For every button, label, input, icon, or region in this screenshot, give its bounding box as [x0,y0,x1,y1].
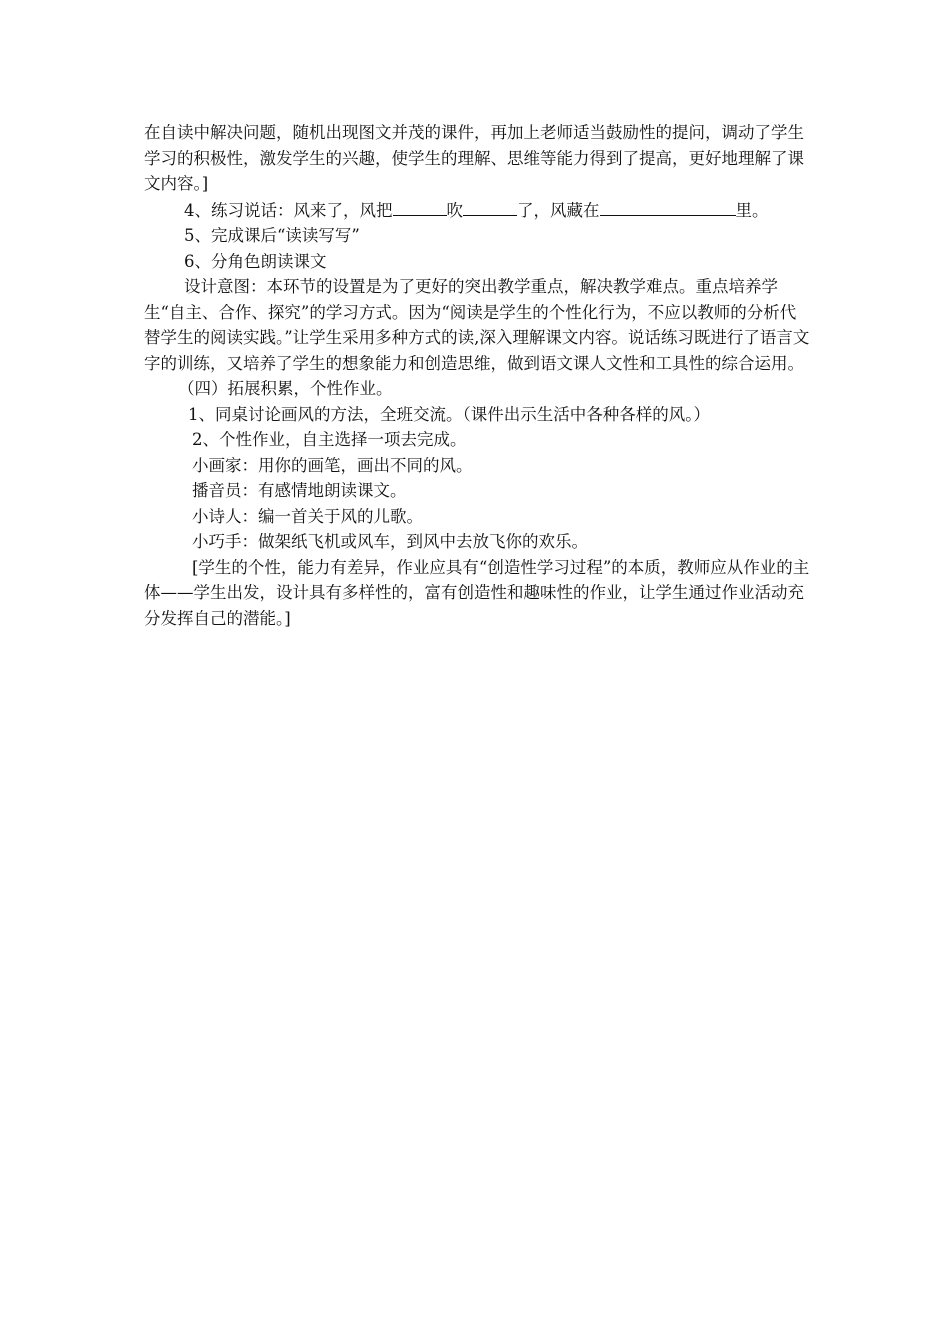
exercise-mid-2: 了，风藏在 [517,200,600,220]
paragraph-option-announcer: 播音员：有感情地朗读课文。 [192,481,407,500]
paragraph-task-2: 2、个性作业，自主选择一项去完成。 [192,430,467,449]
paragraph-step-6: 6、分角色朗读课文 [184,251,327,271]
fill-blank-2 [463,197,517,216]
document-body [144,120,812,631]
paragraph-option-crafter: 小巧手：做架纸飞机或风车，到风中去放飞你的欢乐。 [192,532,588,551]
fill-blank-3 [600,197,736,216]
paragraph-option-painter: 小画家：用你的画笔，画出不同的风。 [192,455,473,475]
paragraph-step-5: 5、完成课后“读读写写” [184,226,360,245]
paragraph-option-poet: 小诗人：编一首关于风的儿歌。 [192,506,423,526]
paragraph-reflection: 在自读中解决问题，随机出现图文并茂的课件，再加上老师适当鼓励性的提问，调动了学生学习的积极性，激发学生的兴趣，使学生的理解、思维等能力得到了提高，更好地理解了课文内容。] [144,123,804,193]
paragraph-task-1: 1、同桌讨论画风的方法，全班交流。（课件出示生活中各种各样的风。） [188,404,710,424]
fill-blank-1 [393,197,447,216]
paragraph-homework-rationale: [学生的个性，能力有差异，作业应具有“创造性学习过程”的本质，教师应从作业的主体——学生出发，设计具有多样性的，富有创造性和趣味性的作业，让学生通过作业活动充分发挥自己的潜能。] [144,557,810,628]
paragraph-design-intent: 设计意图：本环节的设置是为了更好的突出教学重点，解决教学难点。重点培养学生“自主、合作、探究”的学习方式。因为“阅读是学生的个性化行为，不应以教师的分析代替学生的阅读实践。”让学生采用多种方式的读,深入理解课文内容。说话练习既进行了语言文字的训练，又培养了学生的想象能力和创造思维，做到语文课人文性和工具性的综合运用。 [144,277,810,373]
paragraph-speaking-exercise [144,197,812,224]
exercise-mid-1: 吹 [446,200,463,220]
exercise-suffix: 里。 [735,200,769,220]
paragraph-section-four-heading: （四）拓展积累，个性作业。 [178,379,393,398]
exercise-prefix: 4、练习说话：风来了，风把 [184,200,393,220]
